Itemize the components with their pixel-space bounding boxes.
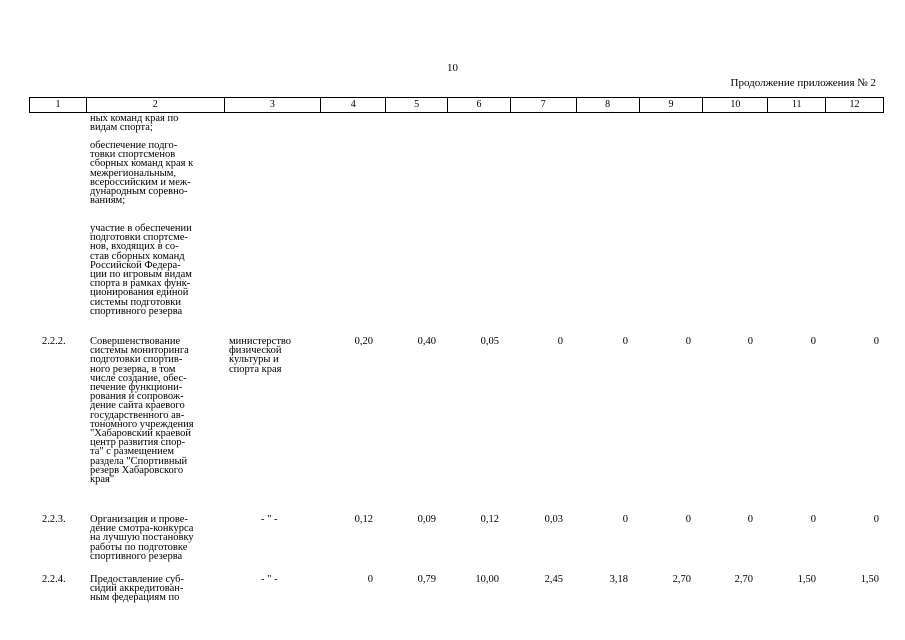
row-executor: - " - [261, 574, 278, 585]
cell-value: 1,50 [860, 574, 879, 585]
column-header: 7 [511, 98, 577, 112]
cell-value: 0 [622, 336, 628, 347]
cell-value: 0,09 [417, 514, 436, 525]
row-number: 2.2.2. [42, 336, 66, 347]
cell-value: 0,12 [480, 514, 499, 525]
row-name: Организация и прове- дение смотра-конкурса на лучшую постановку работы по подготовке спортивного резерва [90, 514, 194, 562]
cell-value: 0 [367, 574, 373, 585]
row-executor: - " - [261, 514, 278, 525]
cell-value: 0 [557, 336, 563, 347]
column-header: 8 [577, 98, 640, 112]
cell-value: 0,20 [354, 336, 373, 347]
column-header: 9 [640, 98, 704, 112]
cell-value: 0 [685, 514, 691, 525]
page-number: 10 [447, 62, 458, 74]
cell-value: 3,18 [609, 574, 628, 585]
column-header: 4 [321, 98, 386, 112]
cell-value: 2,70 [734, 574, 753, 585]
cell-value: 0,03 [544, 514, 563, 525]
column-header: 5 [386, 98, 448, 112]
column-header: 2 [87, 98, 225, 112]
column-header: 6 [448, 98, 511, 112]
cell-value: 0 [810, 514, 816, 525]
continuation-label: Продолжение приложения № 2 [730, 77, 876, 89]
cell-value: 1,50 [797, 574, 816, 585]
column-header: 1 [30, 98, 87, 112]
row-executor: министерство физической культуры и спорта края [229, 336, 292, 375]
column-header: 3 [225, 98, 322, 112]
row-number: 2.2.3. [42, 514, 66, 525]
column-header: 11 [768, 98, 826, 112]
cell-value: 0 [747, 336, 753, 347]
cell-value: 0,40 [417, 336, 436, 347]
cell-value: 0,12 [354, 514, 373, 525]
cell-value: 2,45 [544, 574, 563, 585]
cell-value: 0 [747, 514, 753, 525]
column-header: 12 [849, 99, 860, 110]
row-name: Предоставление суб- сидий аккредитован- ным федерациям по [90, 574, 184, 604]
cell-value: 0,79 [417, 574, 436, 585]
continued-text: ных команд края по видам спорта; [90, 113, 179, 134]
row-name: Совершенствование системы мониторинга подготовки спортив- ного резерва, в том числе создание, обес- печение функциони- рования и сопровож- дение сайта краевого государственного ав- тономного учреждения "Хабаровский краевой центр развития спор- та" с размещением раздела "Спортивный резерв Хабаровского края" [90, 336, 194, 486]
cell-value: 0 [873, 336, 879, 347]
cell-value: 10,00 [475, 574, 499, 585]
continued-text: участие в обеспечении подготовки спортсме- нов, входящих в со- став сборных команд Российской Федера- ции по игровым видам спорта в рамках функ- ционирования единой системы подготовки спортивного резерва [90, 223, 192, 317]
cell-value: 0 [810, 336, 816, 347]
row-number: 2.2.4. [42, 574, 66, 585]
column-header: 10 [703, 98, 768, 112]
continued-text: обеспечение подго- товки спортсменов сборных команд края к межрегиональным, всероссийским и меж- дународным соревно- ваниям; [90, 140, 194, 207]
table-header-row [29, 97, 884, 113]
cell-value: 2,70 [672, 574, 691, 585]
cell-value: 0 [622, 514, 628, 525]
cell-value: 0 [685, 336, 691, 347]
cell-value: 0 [873, 514, 879, 525]
cell-value: 0,05 [480, 336, 499, 347]
